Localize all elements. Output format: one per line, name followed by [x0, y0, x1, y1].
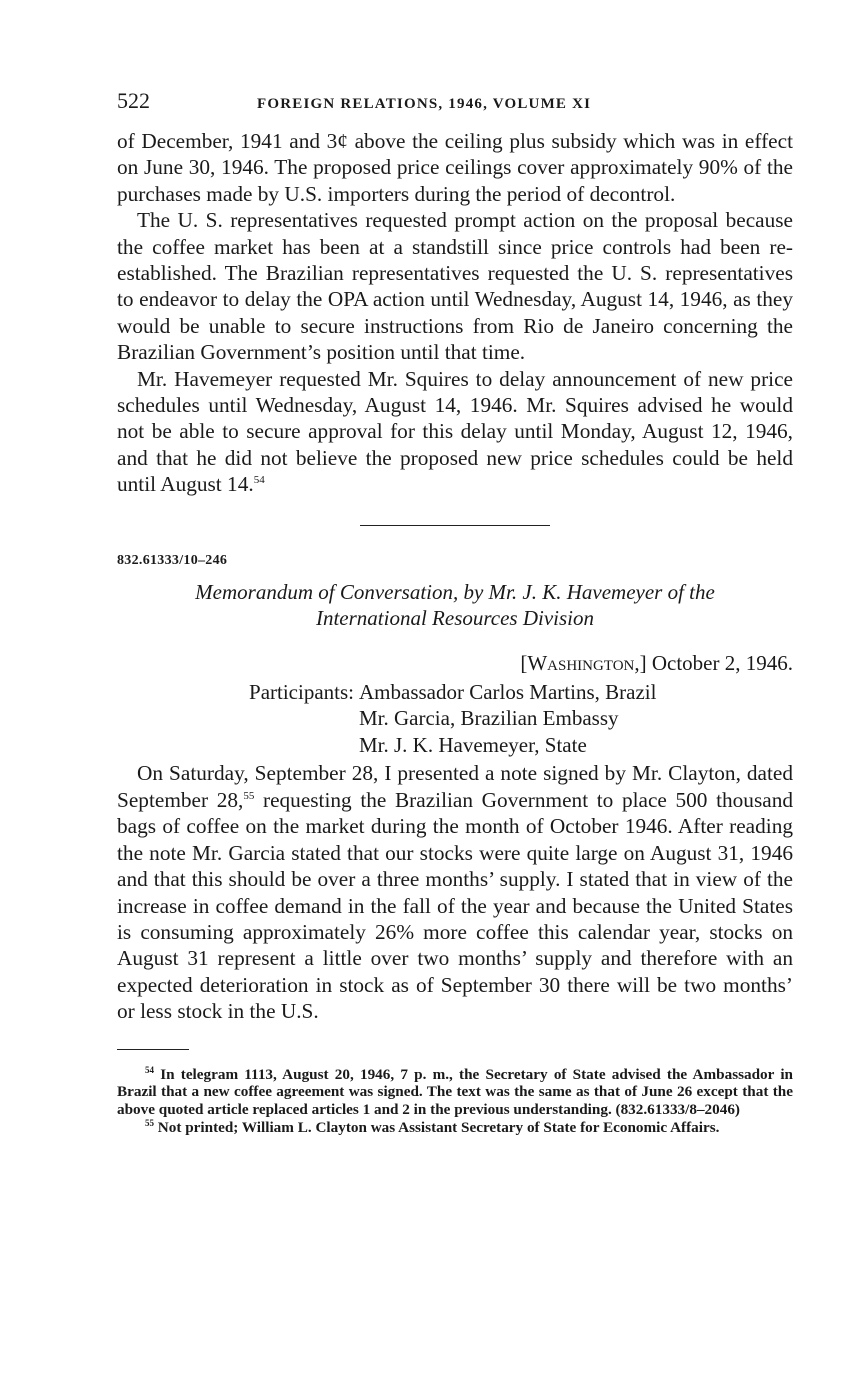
dateline-place: [Washington,] — [520, 650, 647, 675]
document-title — [117, 579, 793, 631]
page-number: 522 — [117, 88, 150, 113]
memorandum-body-part2: requesting the Brazilian Government to place 500 thousand bags of coffee on the market during the month of October 1946. After reading the note Mr. Garcia stated that our stocks were quite large on August 31, 1946 and that this should be over a three months’ supply. I stated that in view of the increase in coffee demand in the fall of the year and because the United States is consuming approximately 26% more coffee this calendar year, stocks on August 31 represent a little over two months’ supply and therefore with an expected deterioration in stock as of September 30 there will be two months’ or less stock in the U.S. — [117, 787, 793, 1024]
participant-2: Mr. Garcia, Brazilian Embassy — [359, 706, 619, 731]
paragraph-havemeyer-request — [117, 366, 793, 498]
document-title-line1: Memorandum of Conversation, by Mr. J. K. Havemeyer of the — [195, 579, 715, 604]
paragraph-us-representatives: The U. S. representatives requested prompt action on the proposal because the coffee market has been at a standstill since price controls had been re-established. The Brazilian representatives requested the U. S. representatives to endeavor to delay the OPA action until Wednesday, August 14, 1946, as they would be unable to secure instructions from Rio de Janeiro concerning the Brazilian Government’s position until that time. — [117, 208, 793, 365]
footnote-55-text: Not printed; William L. Clayton was Assistant Secretary of State for Economic Affairs. — [157, 1118, 720, 1136]
paragraph-havemeyer-text: Mr. Havemeyer requested Mr. Squires to delay announcement of new price schedules until Wednesday, August 14, 1946. Mr. Squires advised he would not be able to secure approval for this delay until Monday, August 12, 1946, and that he did not believe the proposed new price schedules could be held until August 14. — [117, 366, 793, 497]
participant-1: Ambassador Carlos Martins, Brazil — [359, 679, 657, 704]
footnote-54-text: In telegram 1113, August 20, 1946, 7 p. m., the Secretary of State advised the Ambassador in Brazil that a new coffee agreement was signed. The text was the same as that of June 26 except that the above quoted article replaced articles 1 and 2 in the previous understanding. (832.61333/8–2046) — [117, 1065, 793, 1119]
dateline — [117, 649, 793, 677]
footnote-rule — [117, 1049, 189, 1050]
file-number: 832.61333/10–246 — [117, 552, 228, 568]
footnote-ref-55[interactable]: 55 — [243, 789, 255, 802]
document-page — [117, 88, 793, 1137]
page-header — [117, 88, 793, 122]
participants-block — [117, 679, 793, 759]
memorandum-body — [117, 760, 793, 1024]
paragraph-continuation: of December, 1941 and 3¢ above the ceiling plus subsidy which was in effect on June 30, 1946. The proposed price ceilings cover approximately 90% of the purchases made by U.S. importers during the period of decontrol. — [117, 129, 793, 206]
participant-3: Mr. J. K. Havemeyer, State — [359, 732, 587, 757]
footnotes — [117, 1066, 793, 1137]
footnote-54-marker: 54 — [145, 1064, 154, 1075]
document-title-line2: International Resources Division — [315, 605, 594, 630]
running-head: FOREIGN RELATIONS, 1946, VOLUME XI — [257, 96, 592, 112]
footnote-ref-54[interactable]: 54 — [253, 474, 265, 487]
participants-label: Participants: — [249, 679, 354, 704]
memorandum-body-part1: On Saturday, September 28, I presented a note signed by Mr. Clayton, dated September 28, — [117, 761, 793, 812]
section-divider — [360, 525, 550, 526]
footnote-54 — [117, 1066, 793, 1119]
footnote-55-marker: 55 — [145, 1117, 154, 1128]
dateline-date: October 2, 1946. — [651, 650, 793, 675]
participants-list — [359, 679, 656, 759]
footnote-55 — [117, 1119, 793, 1137]
